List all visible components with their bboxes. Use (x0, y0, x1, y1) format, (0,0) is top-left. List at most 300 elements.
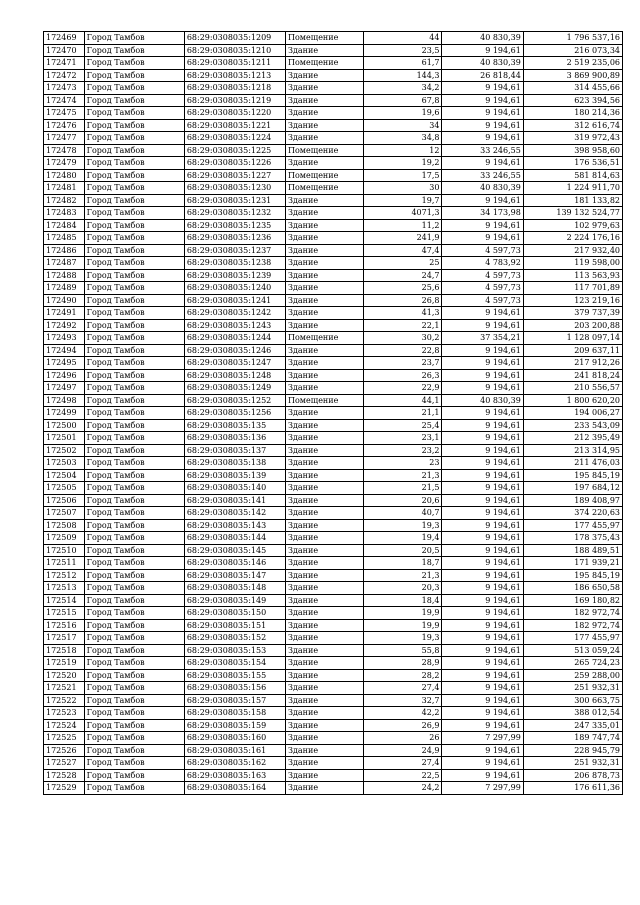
cell-city: Город Тамбов (84, 444, 184, 457)
cell-cadastral-value: 181 133,82 (523, 194, 622, 207)
table-row (44, 619, 623, 632)
cell-record-id: 172494 (44, 344, 85, 357)
cell-cadastral-number: 68:29:0308035:152 (184, 632, 285, 645)
cell-object-type: Здание (286, 44, 364, 57)
cell-object-type: Здание (286, 282, 364, 295)
cell-cadastral-number: 68:29:0308035:1243 (184, 319, 285, 332)
cell-object-type: Здание (286, 719, 364, 732)
cell-object-type: Здание (286, 194, 364, 207)
table-row (44, 644, 623, 657)
cell-cadastral-number: 68:29:0308035:1236 (184, 232, 285, 245)
cell-record-id: 172504 (44, 469, 85, 482)
cell-object-type: Здание (286, 682, 364, 695)
cell-unit-value: 9 194,61 (442, 419, 523, 432)
table-row (44, 332, 623, 345)
cell-record-id: 172515 (44, 607, 85, 620)
table-row (44, 194, 623, 207)
cell-record-id: 172512 (44, 569, 85, 582)
cell-city: Город Тамбов (84, 232, 184, 245)
cell-cadastral-value: 189 747,74 (523, 732, 622, 745)
table-row (44, 269, 623, 282)
table-row (44, 357, 623, 370)
cell-cadastral-number: 68:29:0308035:1237 (184, 244, 285, 257)
cell-object-type: Здание (286, 582, 364, 595)
cell-area: 241,9 (364, 232, 442, 245)
cell-object-type: Здание (286, 369, 364, 382)
document-page (43, 31, 623, 795)
cell-unit-value: 9 194,61 (442, 44, 523, 57)
cell-unit-value: 9 194,61 (442, 157, 523, 170)
cell-city: Город Тамбов (84, 494, 184, 507)
cell-unit-value: 9 194,61 (442, 432, 523, 445)
cell-unit-value: 37 354,21 (442, 332, 523, 345)
cell-cadastral-value: 247 335,01 (523, 719, 622, 732)
cell-record-id: 172469 (44, 32, 85, 45)
cell-object-type: Здание (286, 457, 364, 470)
cell-area: 26,9 (364, 719, 442, 732)
cell-unit-value: 9 194,61 (442, 694, 523, 707)
cell-object-type: Здание (286, 482, 364, 495)
cell-record-id: 172502 (44, 444, 85, 457)
table-row (44, 782, 623, 795)
cell-object-type: Здание (286, 544, 364, 557)
cell-cadastral-number: 68:29:0308035:1219 (184, 94, 285, 107)
cell-record-id: 172470 (44, 44, 85, 57)
cell-cadastral-value: 2 224 176,16 (523, 232, 622, 245)
cell-object-type: Здание (286, 219, 364, 232)
cell-area: 44,1 (364, 394, 442, 407)
cell-object-type: Здание (286, 207, 364, 220)
cell-object-type: Здание (286, 269, 364, 282)
cell-area: 19,7 (364, 194, 442, 207)
cell-cadastral-number: 68:29:0308035:1209 (184, 32, 285, 45)
cell-cadastral-number: 68:29:0308035:164 (184, 782, 285, 795)
cell-cadastral-number: 68:29:0308035:1213 (184, 69, 285, 82)
cell-city: Город Тамбов (84, 419, 184, 432)
cell-object-type: Здание (286, 94, 364, 107)
cell-cadastral-value: 180 214,36 (523, 107, 622, 120)
cell-city: Город Тамбов (84, 107, 184, 120)
cell-cadastral-number: 68:29:0308035:150 (184, 607, 285, 620)
cell-area: 20,3 (364, 582, 442, 595)
table-row (44, 32, 623, 45)
cell-record-id: 172483 (44, 207, 85, 220)
cell-city: Город Тамбов (84, 682, 184, 695)
cell-area: 41,3 (364, 307, 442, 320)
table-row (44, 682, 623, 695)
cell-record-id: 172488 (44, 269, 85, 282)
cell-area: 21,3 (364, 569, 442, 582)
cell-record-id: 172508 (44, 519, 85, 532)
cell-area: 18,4 (364, 594, 442, 607)
table-row (44, 232, 623, 245)
cell-unit-value: 9 194,61 (442, 107, 523, 120)
table-row (44, 182, 623, 195)
cell-cadastral-value: 188 489,51 (523, 544, 622, 557)
table-row (44, 719, 623, 732)
cell-object-type: Здание (286, 657, 364, 670)
cell-city: Город Тамбов (84, 219, 184, 232)
table-row (44, 694, 623, 707)
cell-unit-value: 9 194,61 (442, 457, 523, 470)
cell-cadastral-number: 68:29:0308035:1220 (184, 107, 285, 120)
cell-record-id: 172529 (44, 782, 85, 795)
cell-unit-value: 9 194,61 (442, 507, 523, 520)
cell-cadastral-number: 68:29:0308035:142 (184, 507, 285, 520)
table-row (44, 57, 623, 70)
cell-city: Город Тамбов (84, 669, 184, 682)
cell-unit-value: 4 783,92 (442, 257, 523, 270)
cell-city: Город Тамбов (84, 44, 184, 57)
cell-unit-value: 4 597,73 (442, 294, 523, 307)
cell-object-type: Помещение (286, 394, 364, 407)
cell-unit-value: 9 194,61 (442, 682, 523, 695)
cell-area: 34,2 (364, 82, 442, 95)
cell-object-type: Помещение (286, 182, 364, 195)
cell-city: Город Тамбов (84, 644, 184, 657)
cell-city: Город Тамбов (84, 607, 184, 620)
cell-cadastral-value: 314 455,66 (523, 82, 622, 95)
cell-area: 25 (364, 257, 442, 270)
cell-record-id: 172490 (44, 294, 85, 307)
cell-unit-value: 9 194,61 (442, 544, 523, 557)
cell-cadastral-number: 68:29:0308035:1240 (184, 282, 285, 295)
cell-area: 26,8 (364, 294, 442, 307)
cell-city: Город Тамбов (84, 244, 184, 257)
cell-area: 44 (364, 32, 442, 45)
cell-cadastral-value: 176 536,51 (523, 157, 622, 170)
cell-object-type: Здание (286, 782, 364, 795)
cell-object-type: Здание (286, 757, 364, 770)
cell-cadastral-number: 68:29:0308035:146 (184, 557, 285, 570)
cell-record-id: 172485 (44, 232, 85, 245)
table-row (44, 769, 623, 782)
cell-cadastral-number: 68:29:0308035:155 (184, 669, 285, 682)
cell-object-type: Помещение (286, 332, 364, 345)
cell-record-id: 172500 (44, 419, 85, 432)
cell-city: Город Тамбов (84, 132, 184, 145)
cell-unit-value: 7 297,99 (442, 782, 523, 795)
cell-area: 22,5 (364, 769, 442, 782)
cell-area: 24,2 (364, 782, 442, 795)
cell-city: Город Тамбов (84, 169, 184, 182)
cell-cadastral-number: 68:29:0308035:148 (184, 582, 285, 595)
cell-object-type: Здание (286, 607, 364, 620)
table-row (44, 382, 623, 395)
cell-unit-value: 9 194,61 (442, 769, 523, 782)
table-row (44, 482, 623, 495)
cell-cadastral-value: 213 314,95 (523, 444, 622, 457)
cell-record-id: 172476 (44, 119, 85, 132)
table-row (44, 444, 623, 457)
table-row (44, 144, 623, 157)
cell-area: 30,2 (364, 332, 442, 345)
cell-object-type: Помещение (286, 144, 364, 157)
cell-unit-value: 9 194,61 (442, 232, 523, 245)
cell-city: Город Тамбов (84, 257, 184, 270)
cell-unit-value: 9 194,61 (442, 582, 523, 595)
cell-record-id: 172507 (44, 507, 85, 520)
table-row (44, 544, 623, 557)
cell-cadastral-value: 113 563,93 (523, 269, 622, 282)
cell-object-type: Здание (286, 744, 364, 757)
cell-record-id: 172498 (44, 394, 85, 407)
cell-area: 30 (364, 182, 442, 195)
cell-cadastral-number: 68:29:0308035:1247 (184, 357, 285, 370)
cell-record-id: 172484 (44, 219, 85, 232)
cell-area: 4071,3 (364, 207, 442, 220)
cell-area: 12 (364, 144, 442, 157)
cell-object-type: Здание (286, 694, 364, 707)
cell-cadastral-value: 228 945,79 (523, 744, 622, 757)
cell-unit-value: 9 194,61 (442, 532, 523, 545)
cell-record-id: 172501 (44, 432, 85, 445)
cell-object-type: Здание (286, 419, 364, 432)
cell-cadastral-number: 68:29:0308035:1210 (184, 44, 285, 57)
cell-cadastral-number: 68:29:0308035:144 (184, 532, 285, 545)
cell-object-type: Здание (286, 669, 364, 682)
table-row (44, 107, 623, 120)
cell-city: Город Тамбов (84, 719, 184, 732)
cell-area: 18,7 (364, 557, 442, 570)
cell-cadastral-number: 68:29:0308035:163 (184, 769, 285, 782)
cell-unit-value: 9 194,61 (442, 219, 523, 232)
cell-unit-value: 9 194,61 (442, 357, 523, 370)
cell-city: Город Тамбов (84, 782, 184, 795)
cell-cadastral-number: 68:29:0308035:157 (184, 694, 285, 707)
table-row (44, 69, 623, 82)
table-row (44, 94, 623, 107)
cell-unit-value: 9 194,61 (442, 757, 523, 770)
cell-object-type: Здание (286, 257, 364, 270)
cell-object-type: Здание (286, 469, 364, 482)
cell-area: 23 (364, 457, 442, 470)
cell-cadastral-number: 68:29:0308035:1238 (184, 257, 285, 270)
cell-unit-value: 7 297,99 (442, 732, 523, 745)
cell-unit-value: 9 194,61 (442, 519, 523, 532)
cell-unit-value: 33 246,55 (442, 169, 523, 182)
cell-unit-value: 9 194,61 (442, 707, 523, 720)
cell-cadastral-number: 68:29:0308035:153 (184, 644, 285, 657)
cell-cadastral-number: 68:29:0308035:161 (184, 744, 285, 757)
cell-area: 26 (364, 732, 442, 745)
cell-unit-value: 9 194,61 (442, 669, 523, 682)
cell-cadastral-number: 68:29:0308035:1244 (184, 332, 285, 345)
cell-cadastral-value: 212 395,49 (523, 432, 622, 445)
cell-record-id: 172523 (44, 707, 85, 720)
cell-area: 61,7 (364, 57, 442, 70)
cell-object-type: Здание (286, 132, 364, 145)
cell-city: Город Тамбов (84, 207, 184, 220)
cell-city: Город Тамбов (84, 519, 184, 532)
cell-cadastral-number: 68:29:0308035:156 (184, 682, 285, 695)
cell-unit-value: 9 194,61 (442, 344, 523, 357)
table-row (44, 219, 623, 232)
cell-unit-value: 9 194,61 (442, 557, 523, 570)
cell-record-id: 172496 (44, 369, 85, 382)
cell-unit-value: 4 597,73 (442, 269, 523, 282)
cell-cadastral-value: 182 972,74 (523, 607, 622, 620)
cell-cadastral-value: 203 200,88 (523, 319, 622, 332)
cell-cadastral-value: 623 394,56 (523, 94, 622, 107)
cell-unit-value: 9 194,61 (442, 82, 523, 95)
cell-cadastral-number: 68:29:0308035:1227 (184, 169, 285, 182)
cell-unit-value: 26 818,44 (442, 69, 523, 82)
cell-cadastral-number: 68:29:0308035:151 (184, 619, 285, 632)
table-row (44, 469, 623, 482)
cell-cadastral-value: 209 637,11 (523, 344, 622, 357)
cell-object-type: Здание (286, 494, 364, 507)
cell-city: Город Тамбов (84, 657, 184, 670)
cell-unit-value: 4 597,73 (442, 244, 523, 257)
cell-city: Город Тамбов (84, 82, 184, 95)
cell-cadastral-value: 210 556,57 (523, 382, 622, 395)
cell-city: Город Тамбов (84, 632, 184, 645)
cell-unit-value: 9 194,61 (442, 569, 523, 582)
cell-unit-value: 9 194,61 (442, 382, 523, 395)
cell-cadastral-value: 233 543,09 (523, 419, 622, 432)
cell-record-id: 172491 (44, 307, 85, 320)
cell-unit-value: 9 194,61 (442, 744, 523, 757)
cell-city: Город Тамбов (84, 294, 184, 307)
cell-city: Город Тамбов (84, 732, 184, 745)
cell-city: Город Тамбов (84, 507, 184, 520)
cell-object-type: Здание (286, 82, 364, 95)
table-row (44, 344, 623, 357)
cell-area: 22,8 (364, 344, 442, 357)
cell-city: Город Тамбов (84, 357, 184, 370)
cell-area: 19,3 (364, 632, 442, 645)
cell-object-type: Здание (286, 732, 364, 745)
cell-cadastral-value: 195 845,19 (523, 469, 622, 482)
table-row (44, 319, 623, 332)
cell-record-id: 172510 (44, 544, 85, 557)
cell-area: 21,1 (364, 407, 442, 420)
cell-area: 22,9 (364, 382, 442, 395)
cell-area: 20,6 (364, 494, 442, 507)
table-row (44, 307, 623, 320)
cell-area: 40,7 (364, 507, 442, 520)
table-row (44, 132, 623, 145)
cell-record-id: 172471 (44, 57, 85, 70)
table-row (44, 369, 623, 382)
cell-cadastral-number: 68:29:0308035:1239 (184, 269, 285, 282)
table-row (44, 82, 623, 95)
cell-object-type: Здание (286, 644, 364, 657)
cell-object-type: Здание (286, 107, 364, 120)
cell-city: Город Тамбов (84, 557, 184, 570)
cell-record-id: 172473 (44, 82, 85, 95)
table-row (44, 732, 623, 745)
cell-cadastral-value: 374 220,63 (523, 507, 622, 520)
cell-area: 55,8 (364, 644, 442, 657)
cell-object-type: Здание (286, 569, 364, 582)
cell-city: Город Тамбов (84, 757, 184, 770)
table-body (44, 32, 623, 795)
cell-unit-value: 9 194,61 (442, 657, 523, 670)
cell-area: 42,2 (364, 707, 442, 720)
cell-cadastral-number: 68:29:0308035:1225 (184, 144, 285, 157)
cell-cadastral-value: 581 814,63 (523, 169, 622, 182)
cell-city: Город Тамбов (84, 619, 184, 632)
cell-cadastral-value: 102 979,63 (523, 219, 622, 232)
cell-city: Город Тамбов (84, 32, 184, 45)
cell-area: 19,9 (364, 607, 442, 620)
cell-city: Город Тамбов (84, 282, 184, 295)
cell-record-id: 172519 (44, 657, 85, 670)
cell-unit-value: 40 830,39 (442, 394, 523, 407)
cell-object-type: Здание (286, 119, 364, 132)
cell-record-id: 172479 (44, 157, 85, 170)
cell-cadastral-value: 513 059,24 (523, 644, 622, 657)
cell-area: 34 (364, 119, 442, 132)
table-row (44, 207, 623, 220)
cell-cadastral-value: 398 958,60 (523, 144, 622, 157)
table-row (44, 457, 623, 470)
cell-cadastral-value: 319 972,43 (523, 132, 622, 145)
cell-cadastral-number: 68:29:0308035:1221 (184, 119, 285, 132)
cell-object-type: Здание (286, 357, 364, 370)
cell-cadastral-number: 68:29:0308035:1230 (184, 182, 285, 195)
cell-city: Город Тамбов (84, 182, 184, 195)
cell-cadastral-number: 68:29:0308035:1248 (184, 369, 285, 382)
cell-area: 28,9 (364, 657, 442, 670)
cell-cadastral-number: 68:29:0308035:158 (184, 707, 285, 720)
cell-cadastral-number: 68:29:0308035:149 (184, 594, 285, 607)
table-row (44, 657, 623, 670)
cell-record-id: 172521 (44, 682, 85, 695)
cell-area: 20,5 (364, 544, 442, 557)
cell-record-id: 172480 (44, 169, 85, 182)
cell-city: Город Тамбов (84, 69, 184, 82)
table-row (44, 419, 623, 432)
cell-city: Город Тамбов (84, 319, 184, 332)
cell-object-type: Здание (286, 69, 364, 82)
cell-cadastral-value: 388 012,54 (523, 707, 622, 720)
cell-city: Город Тамбов (84, 369, 184, 382)
cell-object-type: Помещение (286, 32, 364, 45)
table-row (44, 569, 623, 582)
table-row (44, 557, 623, 570)
cell-cadastral-number: 68:29:0308035:1241 (184, 294, 285, 307)
cell-city: Город Тамбов (84, 694, 184, 707)
cell-record-id: 172526 (44, 744, 85, 757)
table-row (44, 44, 623, 57)
cell-area: 25,4 (364, 419, 442, 432)
cell-cadastral-number: 68:29:0308035:1224 (184, 132, 285, 145)
cell-record-id: 172513 (44, 582, 85, 595)
table-row (44, 507, 623, 520)
cell-record-id: 172517 (44, 632, 85, 645)
cell-cadastral-value: 1 800 620,20 (523, 394, 622, 407)
cell-city: Город Тамбов (84, 569, 184, 582)
cell-object-type: Здание (286, 407, 364, 420)
cell-area: 19,6 (364, 107, 442, 120)
cell-unit-value: 9 194,61 (442, 719, 523, 732)
cell-unit-value: 34 173,98 (442, 207, 523, 220)
cell-unit-value: 40 830,39 (442, 182, 523, 195)
cell-record-id: 172509 (44, 532, 85, 545)
cell-cadastral-value: 195 845,19 (523, 569, 622, 582)
cell-unit-value: 9 194,61 (442, 482, 523, 495)
cell-city: Город Тамбов (84, 407, 184, 420)
cell-cadastral-value: 2 519 235,06 (523, 57, 622, 70)
cell-record-id: 172481 (44, 182, 85, 195)
cell-cadastral-value: 312 616,74 (523, 119, 622, 132)
cell-unit-value: 9 194,61 (442, 194, 523, 207)
table-row (44, 582, 623, 595)
cell-cadastral-value: 189 408,97 (523, 494, 622, 507)
